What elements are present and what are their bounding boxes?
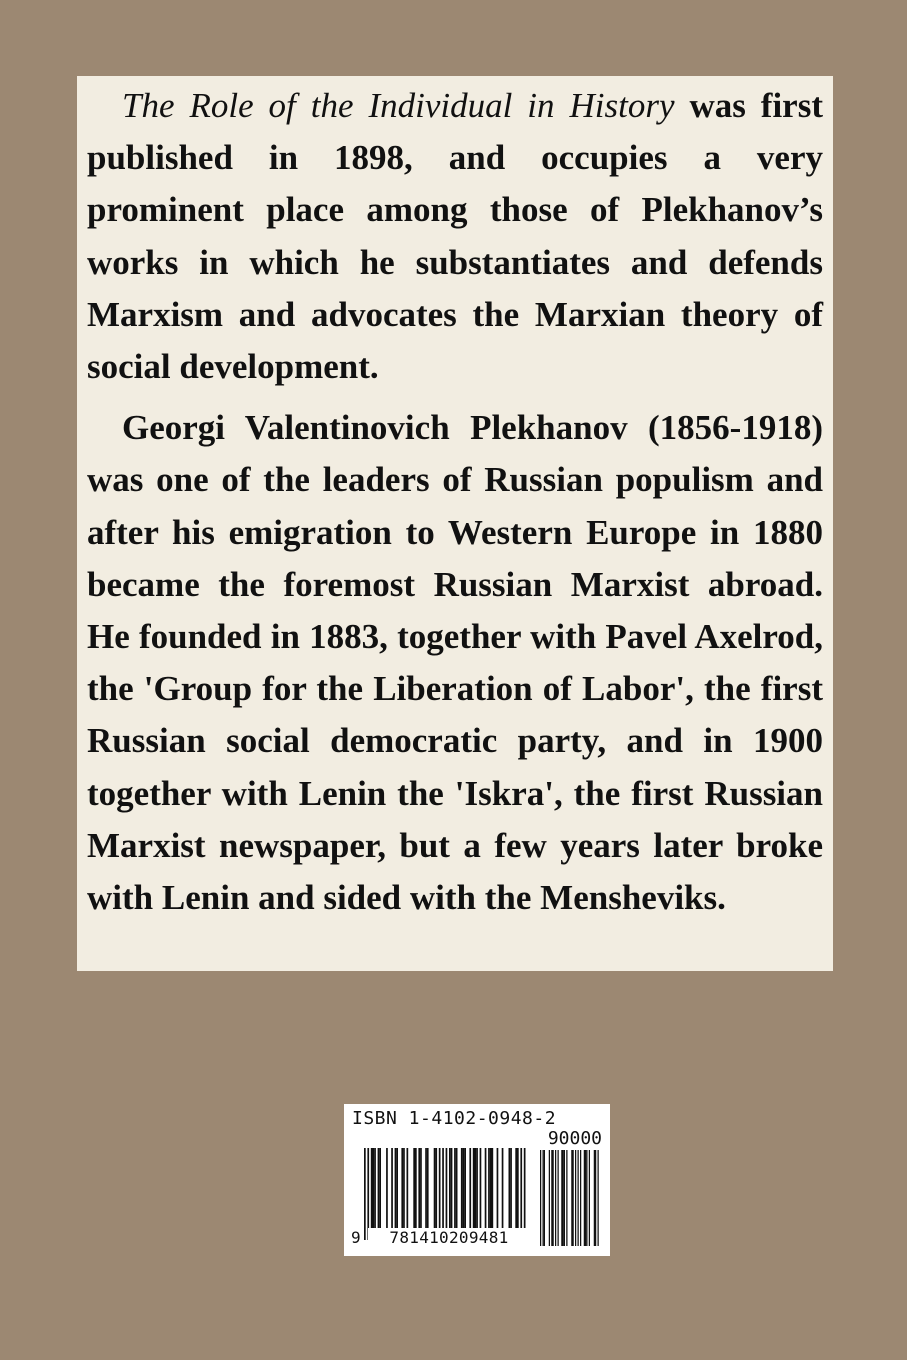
barcode-bar [367, 1148, 369, 1240]
barcode-bar [520, 1148, 522, 1240]
addon-bar [555, 1150, 556, 1246]
addon-bar [563, 1150, 564, 1246]
barcode-bar [454, 1148, 456, 1230]
barcode-bar [378, 1148, 380, 1230]
ean-digits: 781410209481 [368, 1228, 530, 1247]
barcode-bar [391, 1148, 393, 1230]
barcode-bar [490, 1148, 492, 1230]
barcode-bar [401, 1148, 403, 1230]
barcode-bar [497, 1148, 499, 1230]
isbn-label: ISBN 1-4102-0948-2 [352, 1108, 557, 1129]
barcode-bar [435, 1148, 437, 1230]
addon-bar [589, 1150, 590, 1246]
barcode-bar [413, 1148, 415, 1230]
addon-bar [578, 1150, 579, 1246]
barcode-bar [488, 1148, 490, 1230]
barcode-bar [403, 1148, 405, 1230]
barcode-bar [502, 1148, 504, 1230]
barcode-bar [407, 1148, 409, 1230]
book-title-italic: The Role of the Individual in History [122, 86, 675, 125]
barcode-bar [476, 1148, 478, 1230]
barcode-bar [373, 1148, 375, 1230]
barcode-bar [492, 1148, 494, 1230]
addon-bar [594, 1150, 595, 1246]
barcode-bar [509, 1148, 511, 1230]
addon-bar [549, 1150, 550, 1246]
barcode-bar [456, 1148, 458, 1230]
barcode-bar [461, 1148, 463, 1230]
barcode-bar [464, 1148, 466, 1230]
barcode-bar [395, 1148, 397, 1230]
isbn-barcode [344, 1104, 610, 1256]
barcode-bar [379, 1148, 381, 1230]
addon-bar [566, 1150, 567, 1246]
barcode-bar [515, 1148, 517, 1230]
barcode-bar [427, 1148, 429, 1230]
barcode-bar [517, 1148, 519, 1230]
addon-bar [573, 1150, 574, 1246]
barcode-bar [415, 1148, 417, 1230]
barcode-bar [371, 1148, 373, 1230]
description-paragraph-2: Georgi Valentinovich Plekhanov (1856-1918) was one of the leaders of Russian populism and after his emigration to Western Europe in 1880 became the foremost Russian Marxist abroad. He founded in 1883, together with Pavel Axelrod, the 'Group for the Liberation of Labor', the first Russian social democratic party, and in 1900 together with Lenin the 'Iskra', the first Russian Marxist newspaper, but a few years later broke with Lenin and sided with the Mensheviks. [87, 408, 823, 918]
barcode-bar [524, 1148, 526, 1240]
barcode-bar [469, 1148, 471, 1230]
barcode-bar [386, 1148, 388, 1230]
barcode-bar [463, 1148, 465, 1230]
paragraph-1-text: was first published in 1898, and occupies a very prominent place among those of Plekhanov’s works in which he substantiates and defends Marxism and advocates the Marxian theory of social development. [87, 86, 823, 387]
barcode-bar [510, 1148, 512, 1230]
addon-bar [558, 1150, 559, 1246]
addon-bar [564, 1150, 565, 1246]
barcode-bar [420, 1148, 422, 1230]
barcode-bar [374, 1148, 376, 1230]
price-code: 90000 [547, 1128, 602, 1149]
addon-bar [571, 1150, 572, 1246]
addon-bar [553, 1150, 554, 1246]
barcode-bar [451, 1148, 453, 1230]
barcode-bar [364, 1148, 366, 1240]
addon-bar [551, 1150, 552, 1246]
addon-bar [544, 1150, 545, 1246]
addon-bar [585, 1150, 586, 1246]
addon-bar [561, 1150, 562, 1246]
addon-bar [580, 1150, 581, 1246]
addon-bar [598, 1150, 599, 1246]
addon-bar [543, 1150, 544, 1246]
barcode-bar [418, 1148, 420, 1230]
addon-bar [586, 1150, 587, 1246]
addon-bar [584, 1150, 585, 1246]
barcode-bar [473, 1148, 475, 1230]
barcode-bar [446, 1148, 448, 1240]
barcode-bar [480, 1148, 482, 1230]
addon-bar [575, 1150, 576, 1246]
barcode-bar [475, 1148, 477, 1230]
barcode-bar [434, 1148, 436, 1230]
addon-bar [540, 1150, 541, 1246]
barcode-bar [396, 1148, 398, 1230]
barcode-bar [439, 1148, 441, 1230]
addon-bar [595, 1150, 596, 1246]
barcode-bar [485, 1148, 487, 1230]
description-paragraph-1 [87, 80, 823, 393]
description-panel [77, 76, 833, 971]
ean-lead-digit: 9 [351, 1228, 361, 1247]
barcode-bar [442, 1148, 444, 1240]
barcode-bar [449, 1148, 451, 1230]
barcode-bar [425, 1148, 427, 1230]
